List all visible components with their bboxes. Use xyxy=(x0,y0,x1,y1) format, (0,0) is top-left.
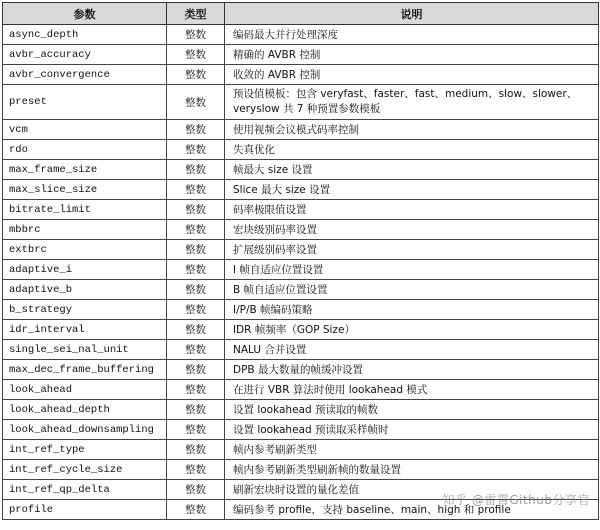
watermark-text: 知乎 @雷霄Github分享官 xyxy=(442,493,590,507)
table-row xyxy=(3,65,599,85)
param-description-cell: I 帧自适应位置设置 xyxy=(225,260,599,280)
param-name-cell: int_ref_qp_delta xyxy=(3,480,167,500)
table-row xyxy=(3,220,599,240)
table-body xyxy=(3,25,599,520)
param-type-cell: 整数 xyxy=(167,180,225,200)
param-type-cell: 整数 xyxy=(167,360,225,380)
param-description-cell: 帧最大 size 设置 xyxy=(225,160,599,180)
param-description-cell: 失真优化 xyxy=(225,140,599,160)
table-row xyxy=(3,120,599,140)
param-description-cell: 预设值模板：包含 veryfast、faster、fast、medium、slow、slower、veryslow 共 7 种预置参数模板 xyxy=(225,85,599,120)
param-description-cell: 设置 lookahead 预读取采样帧时 xyxy=(225,420,599,440)
param-type-cell: 整数 xyxy=(167,85,225,120)
table-row xyxy=(3,500,599,520)
param-type-cell: 整数 xyxy=(167,45,225,65)
param-type-cell: 整数 xyxy=(167,200,225,220)
header-param: 参数 xyxy=(3,3,167,25)
param-name-cell: profile xyxy=(3,500,167,520)
param-type-cell: 整数 xyxy=(167,280,225,300)
table-header-row xyxy=(3,3,599,25)
param-type-cell: 整数 xyxy=(167,500,225,520)
param-type-cell: 整数 xyxy=(167,300,225,320)
table-row xyxy=(3,160,599,180)
param-name-cell: avbr_convergence xyxy=(3,65,167,85)
param-description-cell: IDR 帧频率（GOP Size） xyxy=(225,320,599,340)
param-description-cell: B 帧自适应位置设置 xyxy=(225,280,599,300)
header-type: 类型 xyxy=(167,3,225,25)
param-name-cell: idr_interval xyxy=(3,320,167,340)
param-description-cell: 编码参考 profile，支持 baseline、main、high 和 profile xyxy=(225,500,599,520)
param-name-cell: max_dec_frame_buffering xyxy=(3,360,167,380)
param-type-cell: 整数 xyxy=(167,240,225,260)
param-name-cell: preset xyxy=(3,85,167,120)
table-row xyxy=(3,140,599,160)
param-type-cell: 整数 xyxy=(167,65,225,85)
param-name-cell: int_ref_type xyxy=(3,440,167,460)
param-type-cell: 整数 xyxy=(167,460,225,480)
table-row xyxy=(3,300,599,320)
param-name-cell: rdo xyxy=(3,140,167,160)
param-description-cell: 码率极限值设置 xyxy=(225,200,599,220)
header-description: 说明 xyxy=(225,3,599,25)
param-description-cell: 设置 lookahead 预读取的帧数 xyxy=(225,400,599,420)
param-name-cell: async_depth xyxy=(3,25,167,45)
param-name-cell: max_slice_size xyxy=(3,180,167,200)
table-row xyxy=(3,45,599,65)
param-type-cell: 整数 xyxy=(167,120,225,140)
param-type-cell: 整数 xyxy=(167,400,225,420)
param-description-cell: 帧内参考刷新类型刷新帧的数量设置 xyxy=(225,460,599,480)
table-row xyxy=(3,260,599,280)
param-description-cell: 使用视频会议模式码率控制 xyxy=(225,120,599,140)
table-row xyxy=(3,320,599,340)
param-name-cell: look_ahead_depth xyxy=(3,400,167,420)
param-name-cell: look_ahead xyxy=(3,380,167,400)
table-row xyxy=(3,240,599,260)
table-row xyxy=(3,400,599,420)
param-description-cell: NALU 合并设置 xyxy=(225,340,599,360)
param-type-cell: 整数 xyxy=(167,220,225,240)
param-description-cell: 刷新宏块时设置的量化差值 xyxy=(225,480,599,500)
param-description-cell: 宏块级别码率设置 xyxy=(225,220,599,240)
table-row xyxy=(3,340,599,360)
parameters-table xyxy=(2,2,599,520)
param-name-cell: adaptive_i xyxy=(3,260,167,280)
param-name-cell: extbrc xyxy=(3,240,167,260)
table-row xyxy=(3,460,599,480)
table-row xyxy=(3,360,599,380)
param-name-cell: mbbrc xyxy=(3,220,167,240)
param-type-cell: 整数 xyxy=(167,480,225,500)
table-row xyxy=(3,280,599,300)
param-name-cell: look_ahead_downsampling xyxy=(3,420,167,440)
param-name-cell: b_strategy xyxy=(3,300,167,320)
param-name-cell: avbr_accuracy xyxy=(3,45,167,65)
table-row xyxy=(3,180,599,200)
param-type-cell: 整数 xyxy=(167,320,225,340)
param-type-cell: 整数 xyxy=(167,380,225,400)
param-type-cell: 整数 xyxy=(167,140,225,160)
param-description-cell: 编码最大并行处理深度 xyxy=(225,25,599,45)
table-row xyxy=(3,200,599,220)
param-name-cell: vcm xyxy=(3,120,167,140)
param-description-cell: 收敛的 AVBR 控制 xyxy=(225,65,599,85)
param-description-cell: 扩展级别码率设置 xyxy=(225,240,599,260)
table-row xyxy=(3,85,599,120)
param-name-cell: max_frame_size xyxy=(3,160,167,180)
table-row xyxy=(3,25,599,45)
table-row xyxy=(3,440,599,460)
param-type-cell: 整数 xyxy=(167,440,225,460)
param-type-cell: 整数 xyxy=(167,25,225,45)
document-page xyxy=(2,2,598,528)
param-name-cell: bitrate_limit xyxy=(3,200,167,220)
param-type-cell: 整数 xyxy=(167,260,225,280)
param-type-cell: 整数 xyxy=(167,160,225,180)
table-row xyxy=(3,480,599,500)
param-description-cell: 在进行 VBR 算法时使用 lookahead 模式 xyxy=(225,380,599,400)
table-row xyxy=(3,420,599,440)
param-name-cell: single_sei_nal_unit xyxy=(3,340,167,360)
param-type-cell: 整数 xyxy=(167,340,225,360)
param-description-cell: DPB 最大数量的帧缓冲设置 xyxy=(225,360,599,380)
param-name-cell: int_ref_cycle_size xyxy=(3,460,167,480)
param-description-cell: Slice 最大 size 设置 xyxy=(225,180,599,200)
param-name-cell: adaptive_b xyxy=(3,280,167,300)
param-description-cell: 帧内参考刷新类型 xyxy=(225,440,599,460)
table-row xyxy=(3,380,599,400)
param-description-cell: 精确的 AVBR 控制 xyxy=(225,45,599,65)
param-type-cell: 整数 xyxy=(167,420,225,440)
param-description-cell: I/P/B 帧编码策略 xyxy=(225,300,599,320)
